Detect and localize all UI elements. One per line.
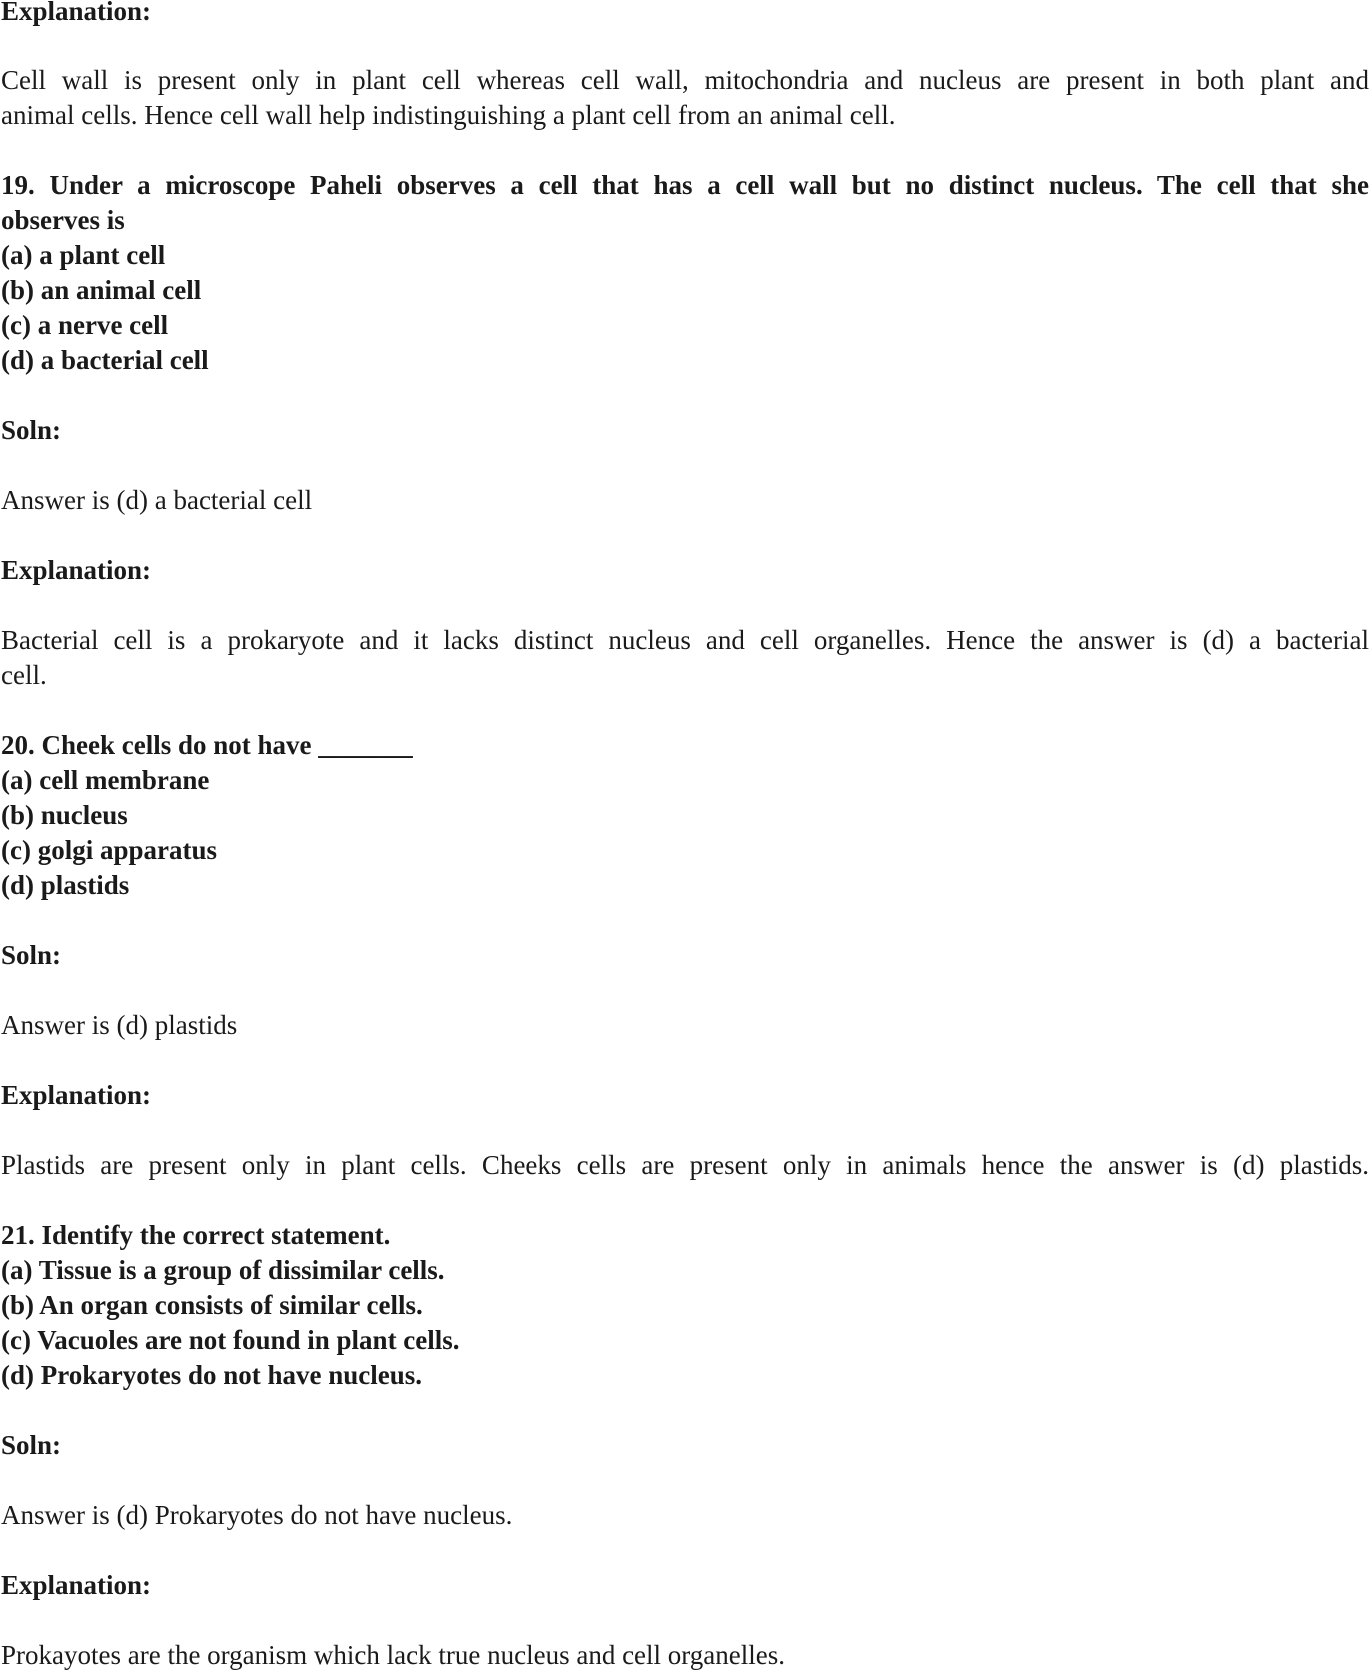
option-c: (c) golgi apparatus bbox=[1, 835, 217, 865]
explanation-heading: Explanation: bbox=[1, 1080, 152, 1110]
option-a: (a) Tissue is a group of dissimilar cells. bbox=[1, 1255, 445, 1285]
answer-text: Answer is (d) plastids bbox=[1, 1010, 238, 1040]
explanation-heading: Explanation: bbox=[1, 555, 152, 585]
option-a: (a) a plant cell bbox=[1, 240, 166, 270]
soln-heading: Soln: bbox=[1, 940, 62, 970]
option-d: (d) a bacterial cell bbox=[1, 345, 209, 375]
question-20: 20. Cheek cells do not have _______ bbox=[1, 730, 413, 760]
option-d: (d) plastids bbox=[1, 870, 130, 900]
option-b: (b) an animal cell bbox=[1, 275, 202, 305]
explanation-text: animal cells. Hence cell wall help indistinguishing a plant cell from an animal cell. bbox=[1, 100, 896, 130]
explanation-text: Plastids are present only in plant cells. Cheeks cells are present only in animals hence the answer is (d) plastids. bbox=[1, 1150, 1369, 1180]
explanation-text: Prokayotes are the organism which lack true nucleus and cell organelles. bbox=[1, 1640, 786, 1670]
option-c: (c) a nerve cell bbox=[1, 310, 169, 340]
explanation-heading: Explanation: bbox=[1, 0, 152, 26]
explanation-text: cell. bbox=[1, 660, 47, 690]
option-b: (b) nucleus bbox=[1, 800, 128, 830]
answer-text: Answer is (d) a bacterial cell bbox=[1, 485, 313, 515]
explanation-text: Bacterial cell is a prokaryote and it lacks distinct nucleus and cell organelles. Hence the answer is (d) a bacterial bbox=[1, 625, 1369, 655]
explanation-heading: Explanation: bbox=[1, 1570, 152, 1600]
soln-heading: Soln: bbox=[1, 1430, 62, 1460]
option-b: (b) An organ consists of similar cells. bbox=[1, 1290, 423, 1320]
answer-text: Answer is (d) Prokaryotes do not have nucleus. bbox=[1, 1500, 513, 1530]
question-19-cont: observes is bbox=[1, 205, 125, 235]
soln-heading: Soln: bbox=[1, 415, 62, 445]
question-19: 19. Under a microscope Paheli observes a cell that has a cell wall but no distinct nucleus. The cell that she bbox=[1, 170, 1369, 200]
question-21: 21. Identify the correct statement. bbox=[1, 1220, 391, 1250]
option-c: (c) Vacuoles are not found in plant cells. bbox=[1, 1325, 460, 1355]
explanation-text: Cell wall is present only in plant cell whereas cell wall, mitochondria and nucleus are present in both plant and bbox=[1, 65, 1369, 95]
option-d: (d) Prokaryotes do not have nucleus. bbox=[1, 1360, 423, 1390]
option-a: (a) cell membrane bbox=[1, 765, 210, 795]
